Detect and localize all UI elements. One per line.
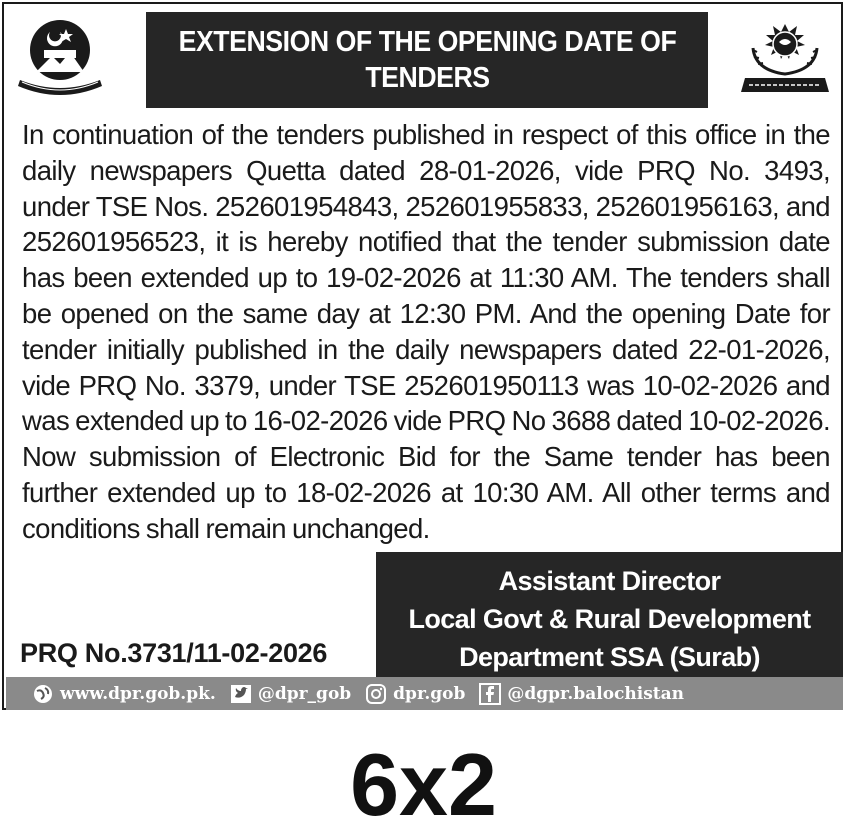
title-line-2: TENDERS: [364, 62, 490, 94]
notice-title: [178, 24, 676, 96]
advertisement-frame: [2, 2, 843, 710]
notice-body: In continuation of the tenders published in respect of this office in the daily newspapers Quetta dated 28-01-2026, vide PRQ No. 3493, under TSE Nos. 252601954843, 252601955833, 252601956163, and 252601956523, it is hereby notified that the tender submission date has been extended up to 19-02-2026 at 11:30 AM. The tenders shall be opened on the same day at 12:30 PM. And the opening Date for tender initially published in the daily newspapers dated 22-01-2026, vide PRQ No. 3379, under TSE 252601950113 was 10-02-2026 and was extended up to 16-02-2026 vide PRQ No 3688 dated 10-02-2026. Now submission of Electronic Bid for the Same tender has been further extended up to 18-02-2026 at 10:30 AM. All other terms and conditions shall remain unchanged.: [22, 119, 830, 544]
facebook-handle[interactable]: @dgpr.balochistan: [507, 683, 685, 704]
twitter-icon: [230, 683, 252, 705]
balochistan-emblem-icon: [14, 12, 106, 100]
footer-website: [32, 683, 216, 705]
ad-size-label: 6x2: [350, 735, 497, 834]
instagram-icon: [365, 683, 387, 705]
title-line-1: EXTENSION OF THE OPENING DATE OF: [178, 26, 676, 58]
dgpr-emblem-icon: [739, 12, 831, 100]
website-link[interactable]: www.dpr.gob.pk.: [60, 683, 216, 704]
instagram-handle[interactable]: dpr.gob: [393, 683, 466, 704]
footer-twitter: [230, 683, 351, 705]
signatory-department: Local Govt & Rural Development: [408, 604, 811, 634]
prq-number: PRQ No.3731/11-02-2026: [20, 638, 328, 668]
twitter-handle[interactable]: @dpr_gob: [257, 683, 352, 704]
signatory-title: Assistant Director: [498, 566, 721, 596]
footer-bar: [6, 677, 843, 710]
signature-block: [376, 552, 843, 678]
footer-instagram: [365, 683, 465, 705]
footer-facebook: [479, 683, 684, 705]
signatory-office: Department SSA (Surab): [459, 642, 760, 672]
globe-icon: [32, 683, 54, 705]
facebook-icon: [479, 683, 501, 705]
title-banner: [146, 12, 708, 108]
